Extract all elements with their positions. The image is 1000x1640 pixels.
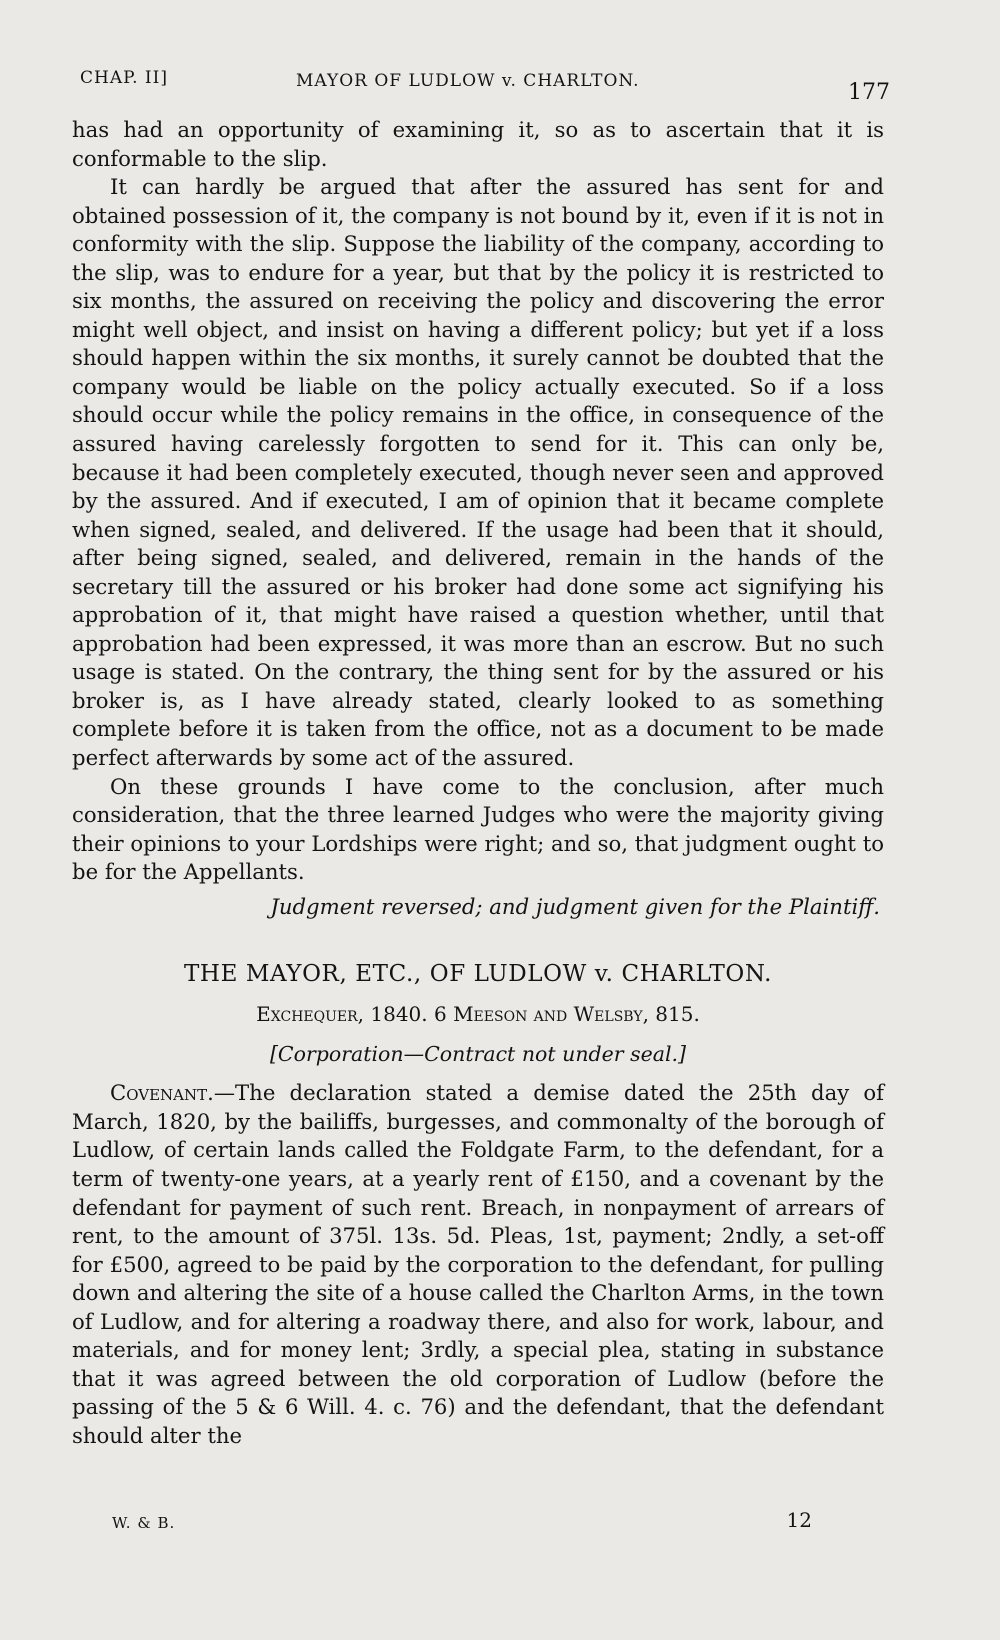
case-statement	[72, 1079, 884, 1450]
paragraph: On these grounds I have come to the conclusion, after much consideration, that the three learned Judges who were the majority giving their opinions to your Lordships were right; and so, that judgment ought to be for the Appellants.	[72, 773, 884, 885]
case-statement-text: —The declaration stated a demise dated the 25th day of March, 1820, by the bailiffs, burgesses, and commonalty of the borough of Ludlow, of certain lands called the Foldgate Farm, to the defendant, for a term of twenty-one years, at a yearly rent of £150, and a covenant by the defendant for payment of such rent. Breach, in nonpayment of arrears of rent, to the amount of 375l. 13s. 5d. Pleas, 1st, payment; 2ndly, a set-off for £500, agreed to be paid by the corporation to the defendant, for pulling down and altering the site of a house called the Charlton Arms, in the town of Ludlow, and for altering a roadway there, and also for work, labour, and materials, and for money lent; 3rdly, a special plea, stating in substance that it was agreed between the old corporation of Ludlow (before the passing of the 5 & 6 Will. 4. c. 76) and the defendant, that the defendant should alter the	[72, 1080, 884, 1448]
lead-word: Covenant.	[110, 1080, 214, 1106]
page-body	[72, 116, 884, 1450]
page-footer	[112, 1508, 812, 1538]
paragraph: It can hardly be argued that after the assured has sent for and obtained possession of it, the company is not bound by it, even if it is not in conformity with the slip. Suppose the liability of the company, according to the slip, was to endure for a year, but that by the policy it is restricted to six months, the assured on receiving the policy and discovering the error might well object, and insist on having a different policy; but yet if a loss should happen within the six months, it surely cannot be doubted that the company would be liable on the policy actually executed. So if a loss should occur while the policy remains in the office, in consequence of the assured having carelessly forgotten to send for it. This can only be, because it had been completely executed, though never seen and approved by the assured. And if executed, I am of opinion that it became complete when signed, sealed, and delivered. If the usage had been that it should, after being signed, sealed, and delivered, remain in the hands of the secretary till the assured or his broker had done some act signifying his approbation of it, that might have raised a question whether, until that approbation had been expressed, it was more than an escrow. But no such usage is stated. On the contrary, the thing sent for by the assured or his broker is, as I have already stated, clearly looked to as something complete before it is taken from the office, not as a document to be made perfect afterwards by some act of the assured.	[72, 174, 885, 771]
judgment-line: Judgment reversed; and judgment given for the Plaintiff.	[270, 893, 880, 919]
case-court-citation: Exchequer, 1840. 6 Meeson and Welsby, 815.	[256, 1002, 700, 1027]
running-title: MAYOR OF LUDLOW v. CHARLTON.	[296, 71, 640, 91]
sheet-number: 12	[786, 1508, 812, 1532]
running-header	[78, 68, 890, 108]
chapter-label: CHAP. II]	[80, 68, 168, 88]
case-subject-heading: [Corporation—Contract not under seal.]	[269, 1042, 687, 1067]
signature-mark: W. & B.	[112, 1514, 176, 1532]
page-number: 177	[848, 80, 890, 105]
paragraph-continuation: has had an opportunity of examining it, so as to ascertain that it is conformable to the slip.	[72, 117, 884, 171]
case-title: THE MAYOR, ETC., OF LUDLOW v. CHARLTON.	[183, 961, 773, 988]
